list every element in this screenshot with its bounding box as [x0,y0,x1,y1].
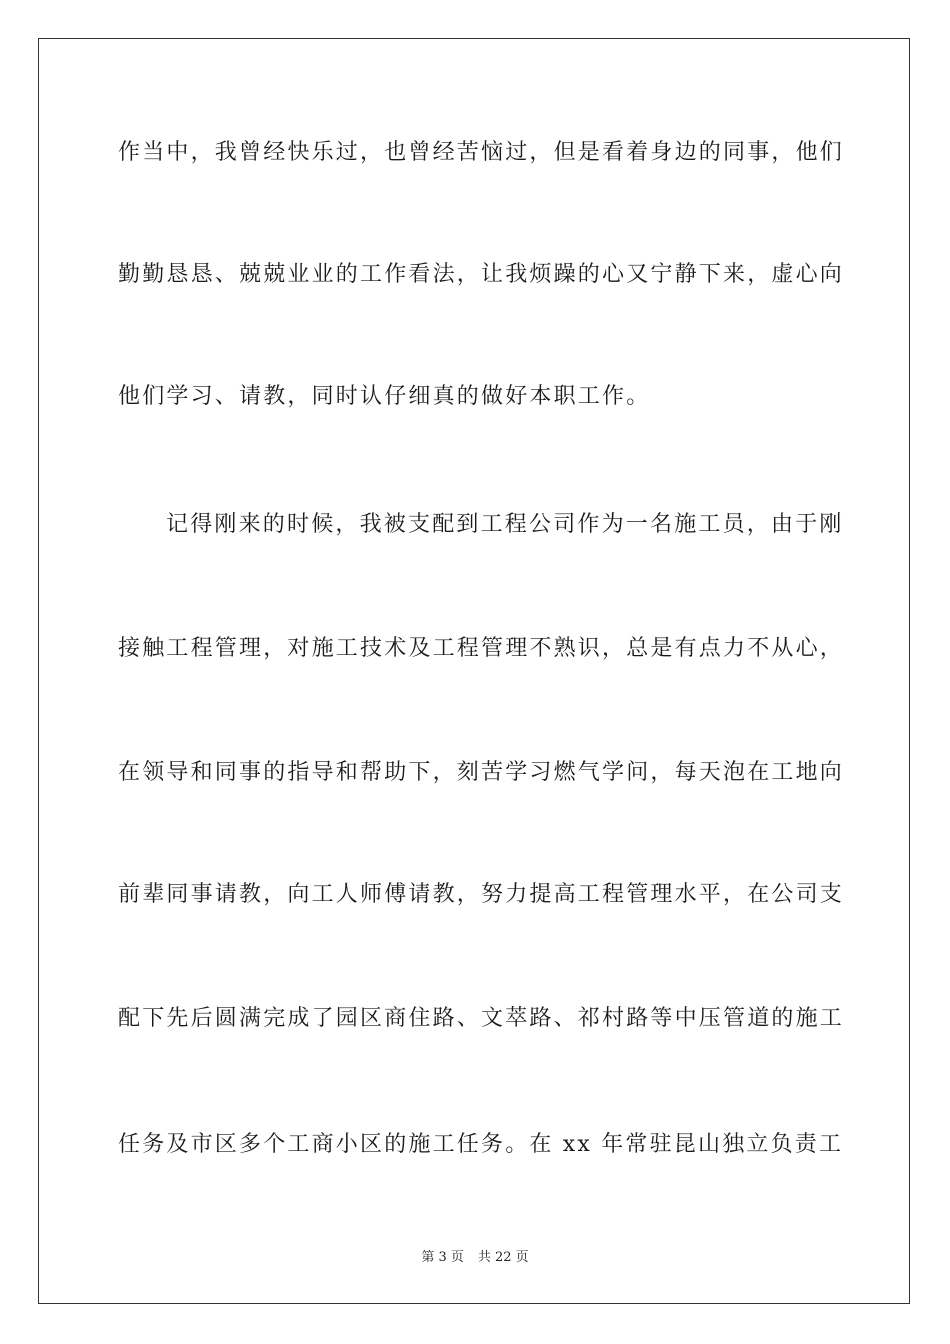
text-line: 配下先后圆满完成了园区商住路、文萃路、祁村路等中压管道的施工 [118,1006,845,1031]
page-border [38,38,910,1304]
page-footer [0,1246,950,1265]
text-line: 前辈同事请教，向工人师傅请教，努力提高工程管理水平，在公司支 [118,882,845,907]
total-pages: 共 22 页 [477,1250,529,1265]
text-line: 接触工程管理，对施工技术及工程管理不熟识，总是有点力不从心， [118,636,845,661]
text-line: 作当中，我曾经快乐过，也曾经苦恼过，但是看着身边的同事，他们 [118,140,845,165]
page-number: 第 3 页 [421,1250,464,1265]
text-line: 在领导和同事的指导和帮助下，刻苦学习燃气学问，每天泡在工地向 [118,760,845,785]
text-line: 勤勤恳恳、兢兢业业的工作看法，让我烦躁的心又宁静下来，虚心向 [118,262,845,287]
text-line: 他们学习、请教，同时认仔细真的做好本职工作。 [118,384,651,409]
paragraph-first-line: 记得刚来的时候，我被支配到工程公司作为一名施工员，由于刚 [166,512,844,537]
text-line: 任务及市区多个工商小区的施工任务。在 xx 年常驻昆山独立负责工 [118,1132,844,1157]
